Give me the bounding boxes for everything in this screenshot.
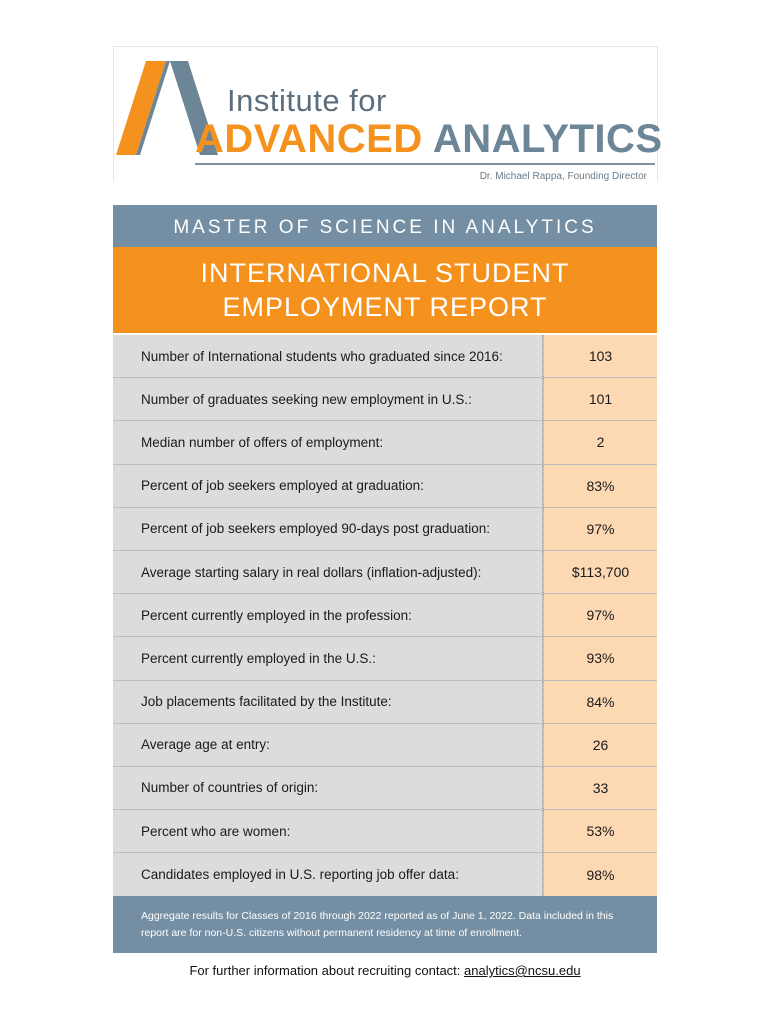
stat-label: Percent of job seekers employed at graduation: <box>113 465 543 507</box>
stat-label: Number of International students who graduated since 2016: <box>113 335 543 377</box>
table-row <box>113 810 657 853</box>
director-credit: Dr. Michael Rappa, Founding Director <box>479 171 647 182</box>
stat-label: Number of graduates seeking new employment in U.S.: <box>113 378 543 420</box>
stat-label: Percent of job seekers employed 90-days post graduation: <box>113 508 543 550</box>
contact-line <box>0 963 770 978</box>
stat-label: Number of countries of origin: <box>113 767 543 809</box>
stat-value: 98% <box>543 853 657 896</box>
stat-value: 33 <box>543 767 657 809</box>
stat-value: 83% <box>543 465 657 507</box>
stat-label: Percent who are women: <box>113 810 543 852</box>
stat-value: 101 <box>543 378 657 420</box>
table-row <box>113 637 657 680</box>
table-row <box>113 508 657 551</box>
table-row <box>113 378 657 421</box>
stat-label: Job placements facilitated by the Institute: <box>113 681 543 723</box>
stat-label: Candidates employed in U.S. reporting job offer data: <box>113 853 543 896</box>
institute-name-line1: Institute for <box>227 83 387 118</box>
stat-value: 84% <box>543 681 657 723</box>
table-row <box>113 681 657 724</box>
table-row <box>113 767 657 810</box>
institute-name-advanced: ADVANCED <box>195 117 423 161</box>
table-row <box>113 421 657 464</box>
program-banner: MASTER OF SCIENCE IN ANALYTICS <box>113 205 657 247</box>
stat-value: $113,700 <box>543 551 657 593</box>
table-row <box>113 853 657 896</box>
table-row <box>113 465 657 508</box>
contact-text: For further information about recruiting contact: <box>189 963 465 978</box>
table-row <box>113 594 657 637</box>
stat-label: Average starting salary in real dollars (inflation-adjusted): <box>113 551 543 593</box>
institute-name-line2 <box>195 117 663 162</box>
institute-name-analytics: ANALYTICS <box>432 117 663 161</box>
header-divider <box>195 163 655 165</box>
table-row <box>113 335 657 378</box>
stat-value: 93% <box>543 637 657 679</box>
footnote-panel: Aggregate results for Classes of 2016 through 2022 reported as of June 1, 2022. Data included in this report are for non-U.S. citizens without permanent residency at time of enrollment. <box>113 896 657 953</box>
stat-label: Percent currently employed in the profession: <box>113 594 543 636</box>
report-title <box>113 247 657 333</box>
contact-email-link[interactable]: analytics@ncsu.edu <box>464 963 581 978</box>
stat-label: Median number of offers of employment: <box>113 421 543 463</box>
stat-label: Average age at entry: <box>113 724 543 766</box>
table-row <box>113 551 657 594</box>
stat-value: 97% <box>543 594 657 636</box>
stat-value: 53% <box>543 810 657 852</box>
report-title-line1: INTERNATIONAL STUDENT <box>200 258 570 288</box>
stat-value: 2 <box>543 421 657 463</box>
stat-value: 97% <box>543 508 657 550</box>
stat-value: 26 <box>543 724 657 766</box>
stat-value: 103 <box>543 335 657 377</box>
institute-header <box>113 46 663 182</box>
stats-table <box>113 335 657 896</box>
table-row <box>113 724 657 767</box>
stat-label: Percent currently employed in the U.S.: <box>113 637 543 679</box>
report-title-line2: EMPLOYMENT REPORT <box>222 292 548 322</box>
